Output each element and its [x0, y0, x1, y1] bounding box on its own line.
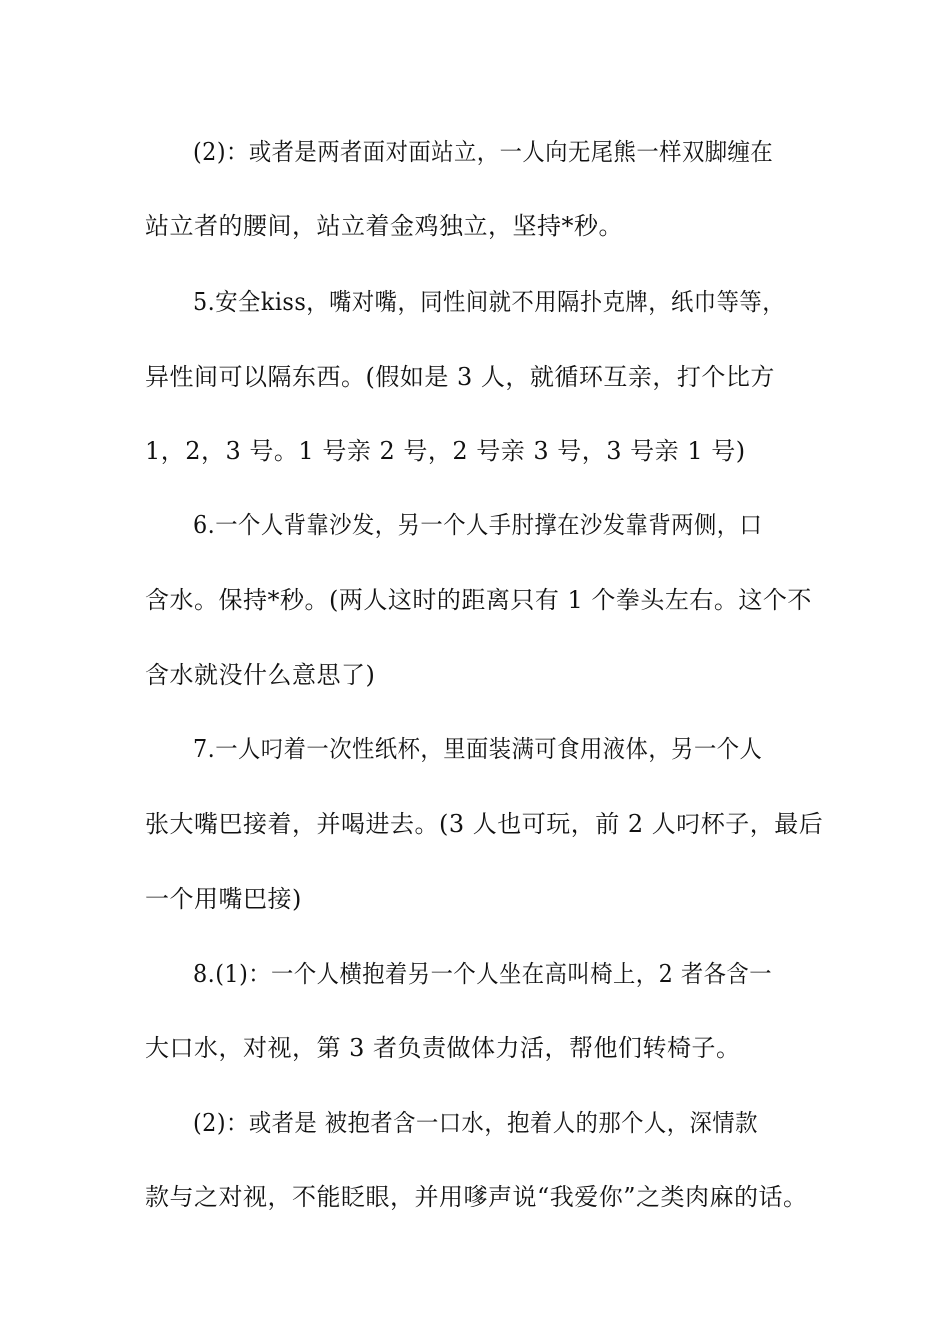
- text-line: 张大嘴巴接着，并喝进去。(3 人也可玩，前 2 人叼杯子，最后: [145, 810, 824, 838]
- text-line: (2)：或者是两者面对面站立，一人向无尾熊一样双脚缠在: [193, 138, 774, 166]
- text-line: 款与之对视，不能眨眼，并用嗲声说“我爱你”之类肉麻的话。: [145, 1183, 808, 1211]
- text-line: (2)：或者是 被抱者含一口水，抱着人的那个人，深情款: [193, 1109, 758, 1137]
- text-line: 异性间可以隔东西。(假如是 3 人，就循环互亲，打个比方: [145, 363, 775, 391]
- text-line: 站立者的腰间，站立着金鸡独立，坚持*秒。: [145, 212, 623, 240]
- text-line: 含水。保持*秒。(两人这时的距离只有 1 个拳头左右。这个不: [145, 586, 812, 614]
- text-line: 6.一个人背靠沙发，另一个人手肘撑在沙发靠背两侧，口: [193, 511, 763, 539]
- text-line: 含水就没什么意思了): [145, 661, 376, 689]
- text-line: 大口水，对视，第 3 者负责做体力活，帮他们转椅子。: [145, 1034, 741, 1062]
- text-line: 8.(1)：一个人横抱着另一个人坐在高叫椅上，2 者各含一: [193, 960, 773, 988]
- text-line: 1，2，3 号。1 号亲 2 号，2 号亲 3 号，3 号亲 1 号): [145, 437, 746, 465]
- text-line: 5.安全kiss，嘴对嘴，同性间就不用隔扑克牌，纸巾等等，: [193, 288, 785, 316]
- text-line: 7.一人叼着一次性纸杯，里面装满可食用液体，另一个人: [193, 735, 763, 763]
- text-line: 一个用嘴巴接): [145, 885, 302, 913]
